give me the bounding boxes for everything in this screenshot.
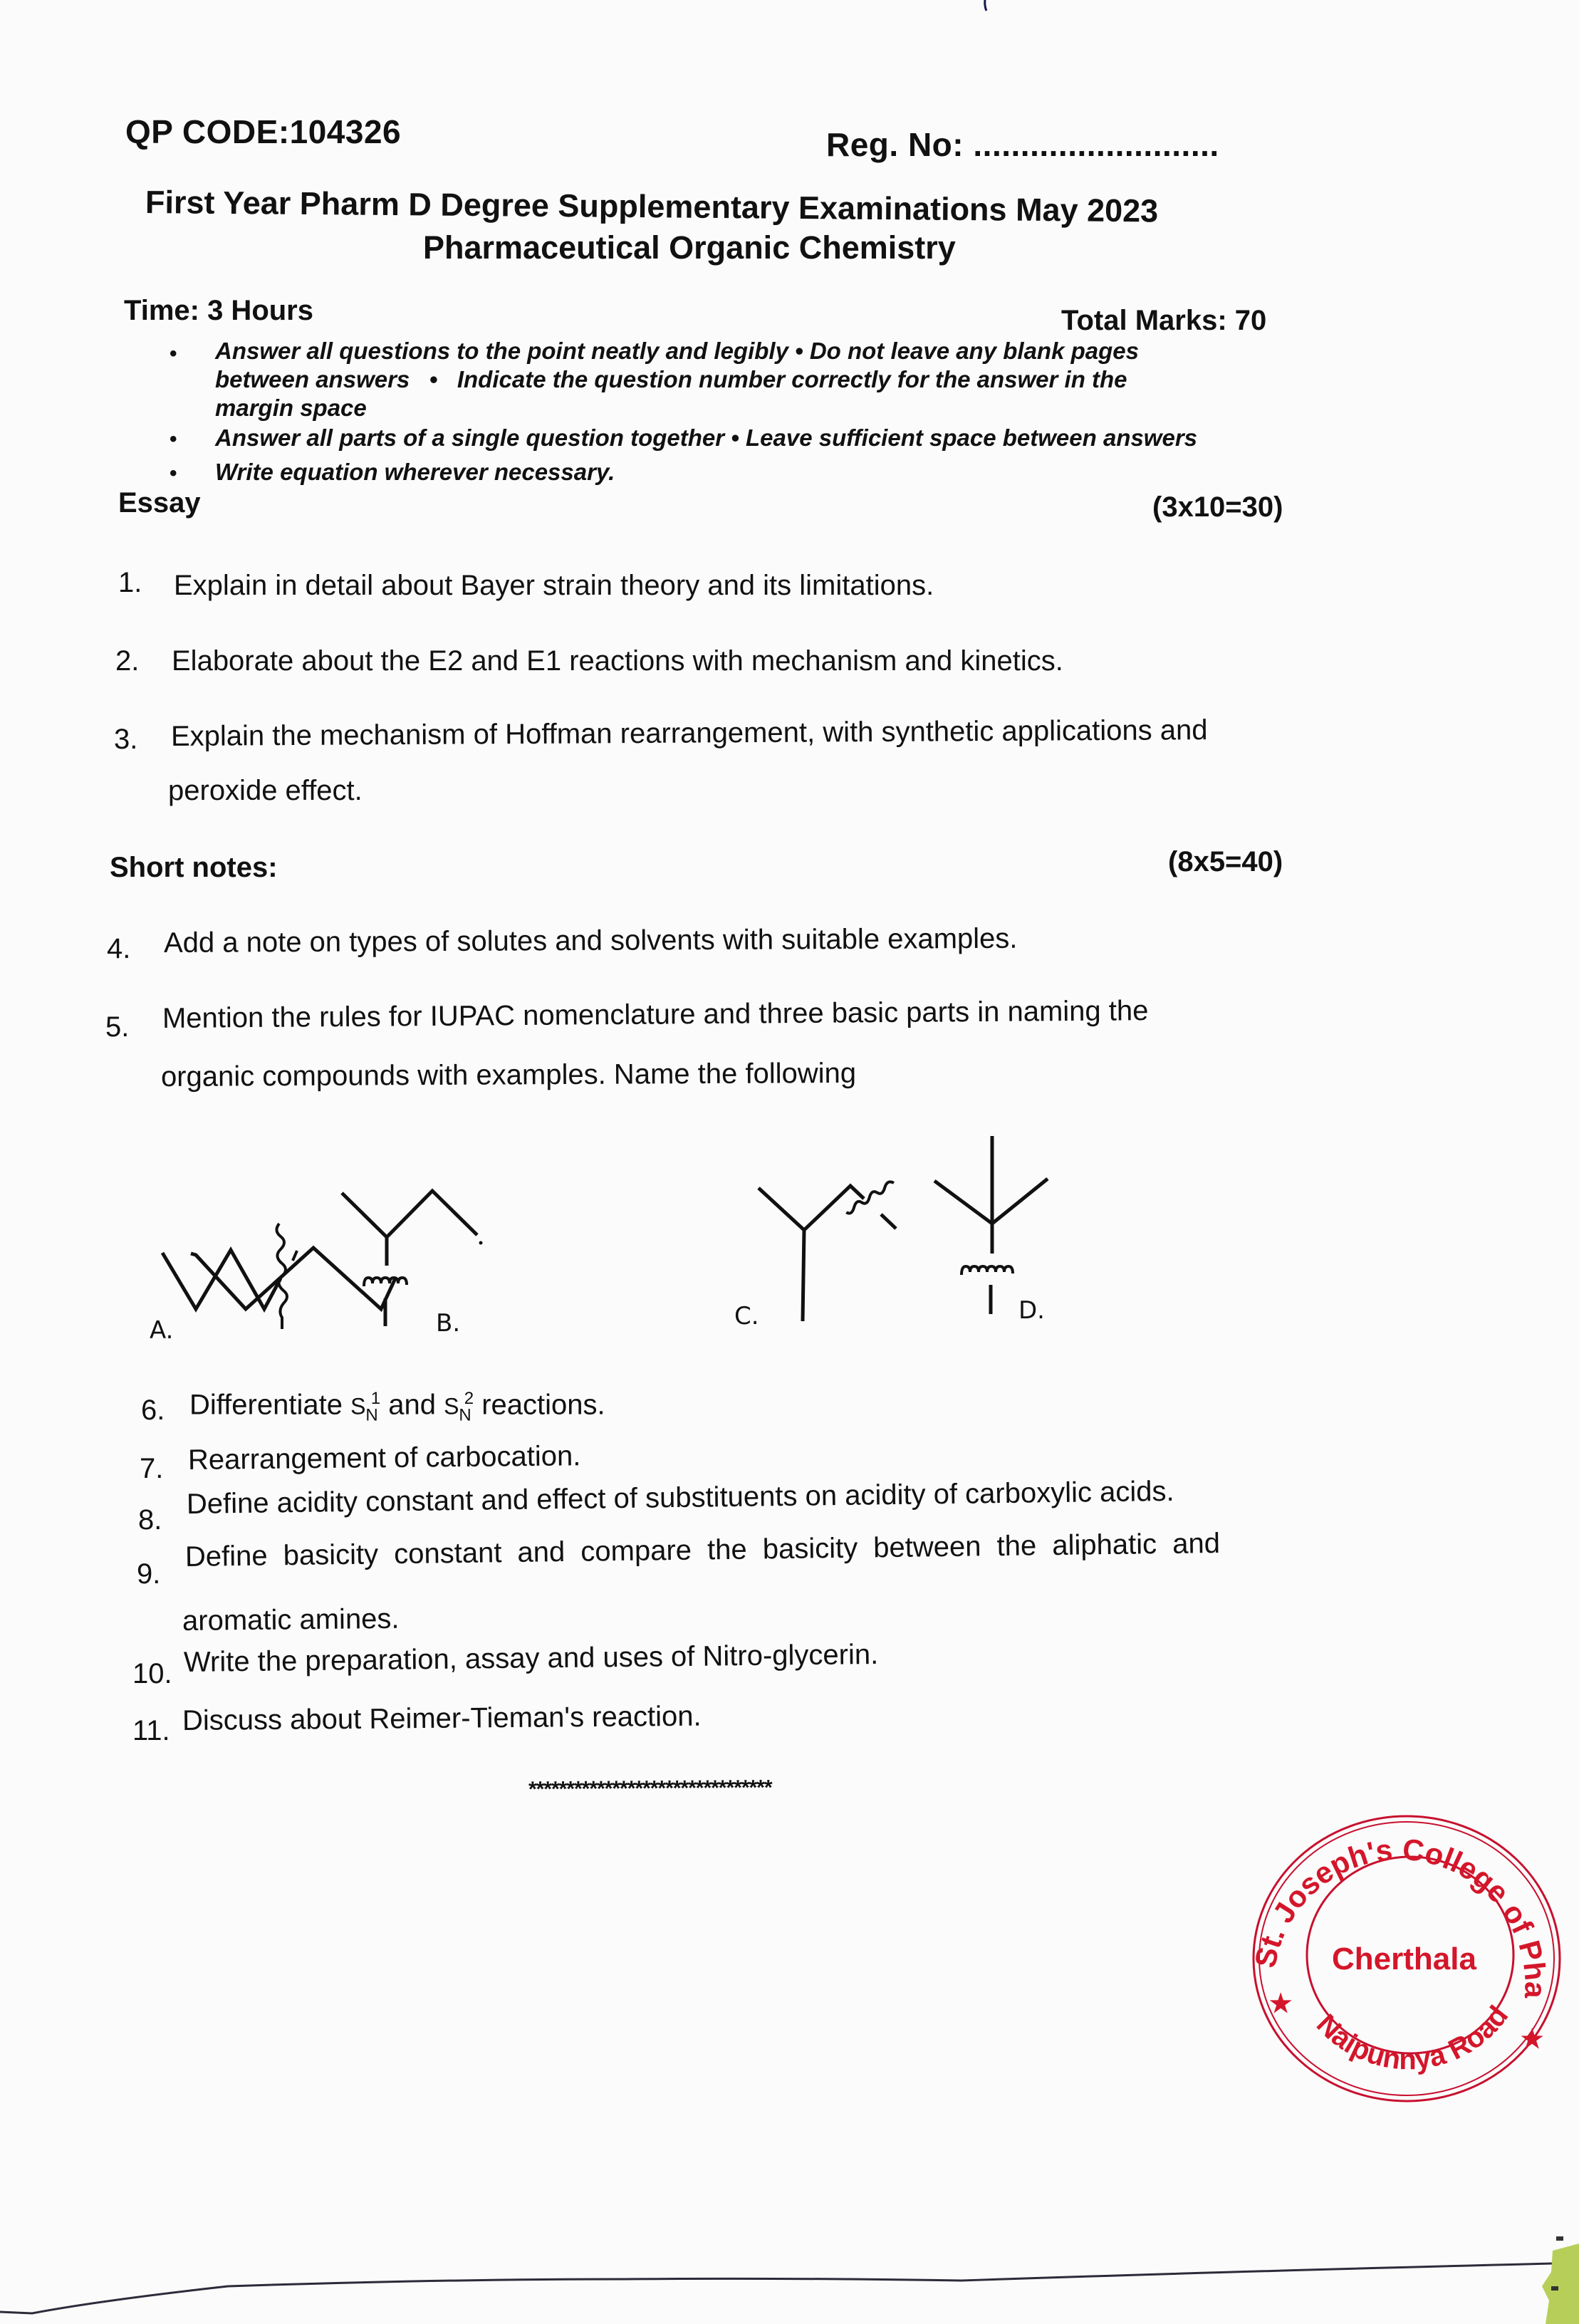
section-marks-short-notes: (8x5=40) (1168, 846, 1283, 877)
bullet-icon: • (170, 342, 177, 365)
reg-no-label: Reg. No: (826, 126, 974, 163)
structure-label: B. (436, 1309, 461, 1338)
sn1-symbol (350, 1389, 380, 1425)
question-text: Explain in detail about Bayer strain theory and its limitations. (174, 570, 934, 601)
question-number: 7. (140, 1453, 164, 1484)
section-marks-essay: (3x10=30) (1152, 491, 1283, 523)
scan-edge-line (0, 2208, 1579, 2324)
instruction-line: Write equation wherever necessary. (215, 459, 615, 485)
instruction-line: Answer all questions to the point neatly and legibly • Do not leave any blank pages (215, 338, 1139, 364)
end-of-paper-marker: ******************************** (528, 1776, 772, 1801)
question-number: 5. (105, 1011, 130, 1043)
question-number: 10. (132, 1658, 172, 1689)
stamp-outer-textpath: St. Joseph's College of Pharmacy (1211, 1739, 1553, 1999)
question-number: 2. (115, 645, 140, 677)
bullet-icon: • (170, 462, 177, 485)
question-text: Elaborate about the E2 and E1 reactions with mechanism and kinetics. (172, 645, 1063, 677)
question-text: peroxide effect. (168, 775, 363, 806)
question-number: 8. (138, 1504, 162, 1536)
wavy-bond-icon (962, 1266, 1013, 1275)
question-text: Rearrangement of carbocation. (187, 1440, 581, 1476)
structure-label: A. (150, 1316, 174, 1345)
sn-superscript: 2 (464, 1389, 474, 1408)
question-text-prefix: Differentiate (189, 1389, 351, 1421)
question-text: Explain the mechanism of Hoffman rearrangement, with synthetic applications and (170, 714, 1208, 752)
structure-label: C. (734, 1302, 759, 1330)
college-stamp (1211, 1739, 1579, 2101)
question-text (189, 1389, 605, 1425)
stamp-bottom-text (1310, 2000, 1514, 2075)
stamp-center-text: Cherthala (1332, 1942, 1476, 1976)
sn2-symbol (444, 1389, 474, 1425)
question-text: aromatic amines. (182, 1603, 400, 1637)
exam-title: First Year Pharm D Degree Supplementary Examinations May 2023 (145, 184, 1159, 229)
scan-artifact (1524, 2229, 1579, 2324)
time-allowed: Time: 3 Hours (124, 295, 313, 326)
stamp-bottom-textpath: Naipunnya Road (1310, 2000, 1515, 2076)
section-title-short-notes: Short notes: (110, 852, 278, 883)
question-text: Define acidity constant and effect of substituents on acidity of carboxylic acids. (186, 1475, 1174, 1520)
question-text-and: and (380, 1389, 444, 1421)
question-text: Add a note on types of solutes and solvents with suitable examples. (163, 922, 1018, 959)
question-text: Discuss about Reimer-Tieman's reaction. (182, 1700, 702, 1736)
question-number: 4. (107, 933, 131, 964)
instruction-line: between answers • Indicate the question number correctly for the answer in the (215, 366, 1127, 392)
sn-superscript: 1 (370, 1389, 381, 1408)
sn-subscript: N (365, 1405, 378, 1425)
question-number: 11. (132, 1715, 170, 1746)
question-text: Write the preparation, assay and uses of Nitro-glycerin. (183, 1638, 879, 1678)
question-number: 3. (114, 724, 138, 755)
section-title-essay: Essay (118, 487, 201, 519)
reg-no-field[interactable]: .......................... (973, 126, 1219, 163)
question-text: Define basicity constant and compare the basicity between the aliphatic and (184, 1527, 1221, 1573)
question-text: Mention the rules for IUPAC nomenclature and three basic parts in naming the (162, 995, 1149, 1034)
instruction-line: Answer all parts of a single question together • Leave sufficient space between answers (215, 424, 1198, 451)
qp-code: QP CODE:104326 (125, 113, 402, 150)
sn-s: S (350, 1393, 366, 1419)
total-marks: Total Marks: 70 (1061, 305, 1267, 336)
star-icon: ★ (1521, 2024, 1544, 2053)
question-number: 1. (118, 567, 142, 598)
subject-title: Pharmaceutical Organic Chemistry (423, 229, 956, 266)
bullet-icon: • (170, 427, 177, 451)
instruction-line: margin space (215, 395, 367, 421)
star-icon: ★ (1269, 1989, 1293, 2018)
structure-label: D. (1018, 1296, 1045, 1325)
sn-s: S (444, 1393, 459, 1419)
question-number: 6. (141, 1395, 165, 1426)
question-number: 9. (137, 1558, 161, 1590)
question-text-suffix: reactions. (474, 1389, 605, 1421)
question-text: organic compounds with examples. Name the following (160, 1057, 857, 1093)
sn-subscript: N (459, 1405, 471, 1425)
